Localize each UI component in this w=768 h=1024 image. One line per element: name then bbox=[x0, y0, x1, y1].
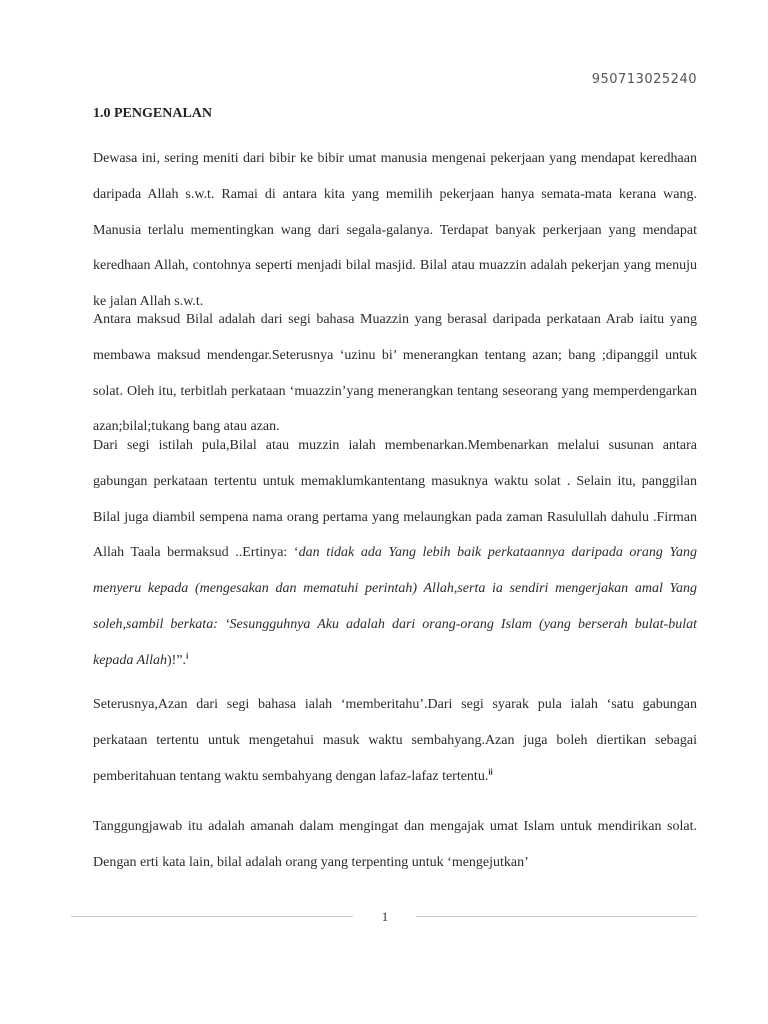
page-number: 1 bbox=[381, 909, 389, 924]
endnote-marker[interactable]: ii bbox=[488, 766, 493, 776]
paragraph-azan-meaning bbox=[93, 687, 697, 794]
endnote-marker[interactable]: i bbox=[186, 651, 189, 661]
document-id-number: 950713025240 bbox=[591, 72, 697, 87]
paragraph-responsibility: Tanggungjawab itu adalah amanah dalam mengingat dan mengajak umat Islam untuk mendirikan solat. Dengan erti kata lain, bilal adalah orang yang terpenting untuk ‘mengejutkan’ bbox=[93, 819, 697, 870]
quran-quote: dan tidak ada Yang lebih baik perkataannya daripada orang Yang menyeru kepada (mengesakan dan mematuhi perintah) Allah,serta ia sendiri mengerjakan amal Yang soleh,sambil berkata: ‘Sesungguhnya Aku adalah dari orang-orang Islam (yang berserah bulat-bulat kepada Allah bbox=[93, 545, 697, 668]
paragraph-bilal-language-meaning: Antara maksud Bilal adalah dari segi bahasa Muazzin yang berasal daripada perkataan Arab iaitu yang membawa maksud mendengar.Seterusnya ‘uzinu bi’ menerangkan tentang azan; bang ;dipanggil untuk solat. Oleh itu, terbitlah perkataan ‘muazzin’yang menerangkan tentang seseorang yang memperdengarkan azan;bilal;tukang bang atau azan. bbox=[93, 312, 697, 435]
paragraph-text: Dari segi istilah pula,Bilal atau muzzin ialah membenarkan.Membenarkan melalui susunan antara gabungan perkataan tertentu untuk memaklumkantentang masuknya waktu solat . Selain itu, panggilan Bilal juga diambil sempena nama orang pertama yang melaungkan pada zaman Rasulullah dahulu .Firman Allah Taala bermaksud ..Ertinya: ‘ bbox=[93, 438, 697, 561]
paragraph-bilal-term-meaning bbox=[93, 428, 697, 679]
paragraph-introduction: Dewasa ini, sering meniti dari bibir ke bibir umat manusia mengenai pekerjaan yang mendapat keredhaan daripada Allah s.w.t. Ramai di antara kita yang memilih pekerjaan hanya semata-mata kerana wang. Manusia terlalu mementingkan wang dari segala-galanya. Terdapat banyak perkerjaan yang mendapat keredhaan Allah, contohnya seperti menjadi bilal masjid. Bilal atau muazzin adalah pekerjan yang menuju ke jalan Allah s.w.t. bbox=[93, 151, 697, 310]
section-heading: 1.0 PENGENALAN bbox=[93, 106, 213, 121]
paragraph-text: )!”. bbox=[167, 652, 187, 668]
paragraph-text: Seterusnya,Azan dari segi bahasa ialah ‘memberitahu’.Dari segi syarak pula ialah ‘satu gabungan perkataan tertentu untuk mengetahui masuk waktu sembahyang.Azan juga boleh diertikan sebagai pemberitahuan tentang waktu sembahyang dengan lafaz-lafaz tertentu. bbox=[93, 697, 697, 784]
footer-divider-left bbox=[71, 916, 353, 917]
footer-divider-right bbox=[416, 916, 697, 917]
